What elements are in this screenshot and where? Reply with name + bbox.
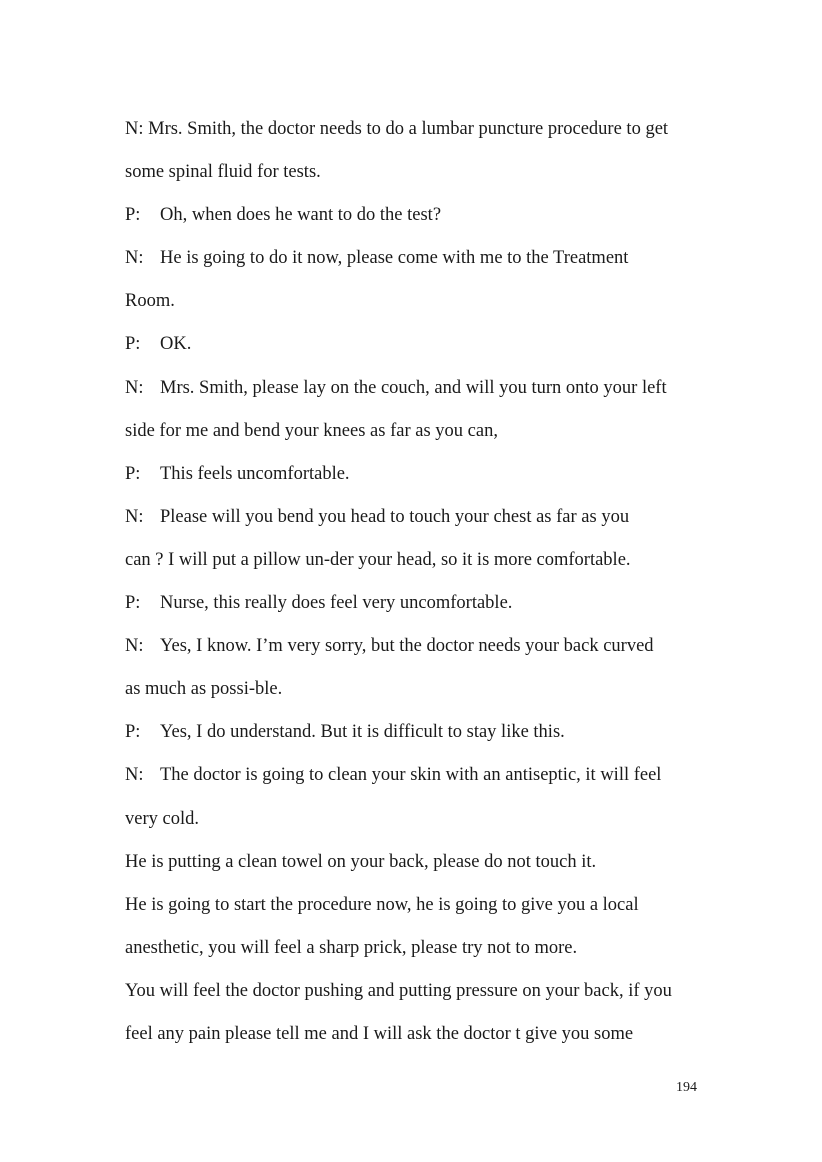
speaker-label: N: (125, 248, 144, 269)
line-text: Room. (125, 291, 175, 312)
dialogue-line (125, 496, 715, 539)
dialogue-line (125, 582, 715, 625)
line-text: very cold. (125, 808, 199, 829)
line-text: You will feel the doctor pushing and putting pressure on your back, if you (125, 980, 672, 1001)
dialogue-line (125, 711, 715, 754)
line-text: Mrs. Smith, please lay on the couch, and will you turn onto your left (160, 377, 667, 398)
speaker-label: P: (125, 722, 141, 743)
line-text: Oh, when does he want to do the test? (160, 205, 442, 226)
dialogue-line (125, 237, 715, 280)
speaker-label: N: (125, 119, 144, 139)
line-text: feel any pain please tell me and I will ask the doctor t give you some (125, 1023, 634, 1044)
line-text: He is going to do it now, please come with me to the Treatment (160, 248, 629, 269)
speaker-label: N: (125, 506, 144, 527)
dialogue-line (125, 798, 715, 841)
dialogue-line (125, 108, 715, 151)
dialogue-line (125, 1013, 715, 1056)
page-number: 194 (676, 1080, 697, 1095)
dialogue-line (125, 151, 715, 194)
dialogue-line (125, 884, 715, 927)
dialogue-line (125, 841, 715, 884)
dialogue-line (125, 194, 715, 237)
line-text: Yes, I do understand. But it is difficult to stay like this. (160, 722, 565, 743)
line-text: He is putting a clean towel on your back, please do not touch it. (125, 851, 597, 872)
dialogue-line (125, 754, 715, 797)
line-text: OK. (160, 334, 192, 355)
dialogue-line (125, 625, 715, 668)
dialogue-line (125, 453, 715, 496)
speaker-label: P: (125, 593, 141, 614)
line-text: some spinal fluid for tests. (125, 162, 321, 183)
speaker-label: P: (125, 463, 141, 484)
speaker-label: N: (125, 377, 144, 398)
line-text: can ? I will put a pillow un-der your head, so it is more comfortable. (125, 549, 631, 570)
line-text: Mrs. Smith, the doctor needs to do a lumbar puncture procedure to get (148, 119, 669, 139)
dialogue-line (125, 410, 715, 453)
line-text: Please will you bend you head to touch your chest as far as you (160, 506, 630, 527)
speaker-label: N: (125, 765, 144, 786)
dialogue-line (125, 280, 715, 323)
dialogue-line (125, 668, 715, 711)
line-text: He is going to start the procedure now, he is going to give you a local (125, 894, 639, 915)
dialogue-body (125, 108, 715, 1056)
dialogue-line (125, 323, 715, 366)
line-text: anesthetic, you will feel a sharp prick, please try not to more. (125, 937, 578, 958)
speaker-label: N: (125, 636, 144, 657)
line-text: side for me and bend your knees as far as you can, (125, 420, 498, 441)
line-text: as much as possi-ble. (125, 679, 283, 700)
speaker-label: P: (125, 334, 141, 355)
line-text: The doctor is going to clean your skin with an antiseptic, it will feel (160, 765, 662, 786)
dialogue-line (125, 927, 715, 970)
line-text: Nurse, this really does feel very uncomfortable. (160, 593, 513, 614)
dialogue-line (125, 970, 715, 1013)
speaker-label: P: (125, 205, 141, 226)
line-text: This feels uncomfortable. (160, 463, 350, 484)
dialogue-line (125, 539, 715, 582)
dialogue-line (125, 367, 715, 410)
line-text: Yes, I know. I’m very sorry, but the doctor needs your back curved (160, 636, 654, 657)
